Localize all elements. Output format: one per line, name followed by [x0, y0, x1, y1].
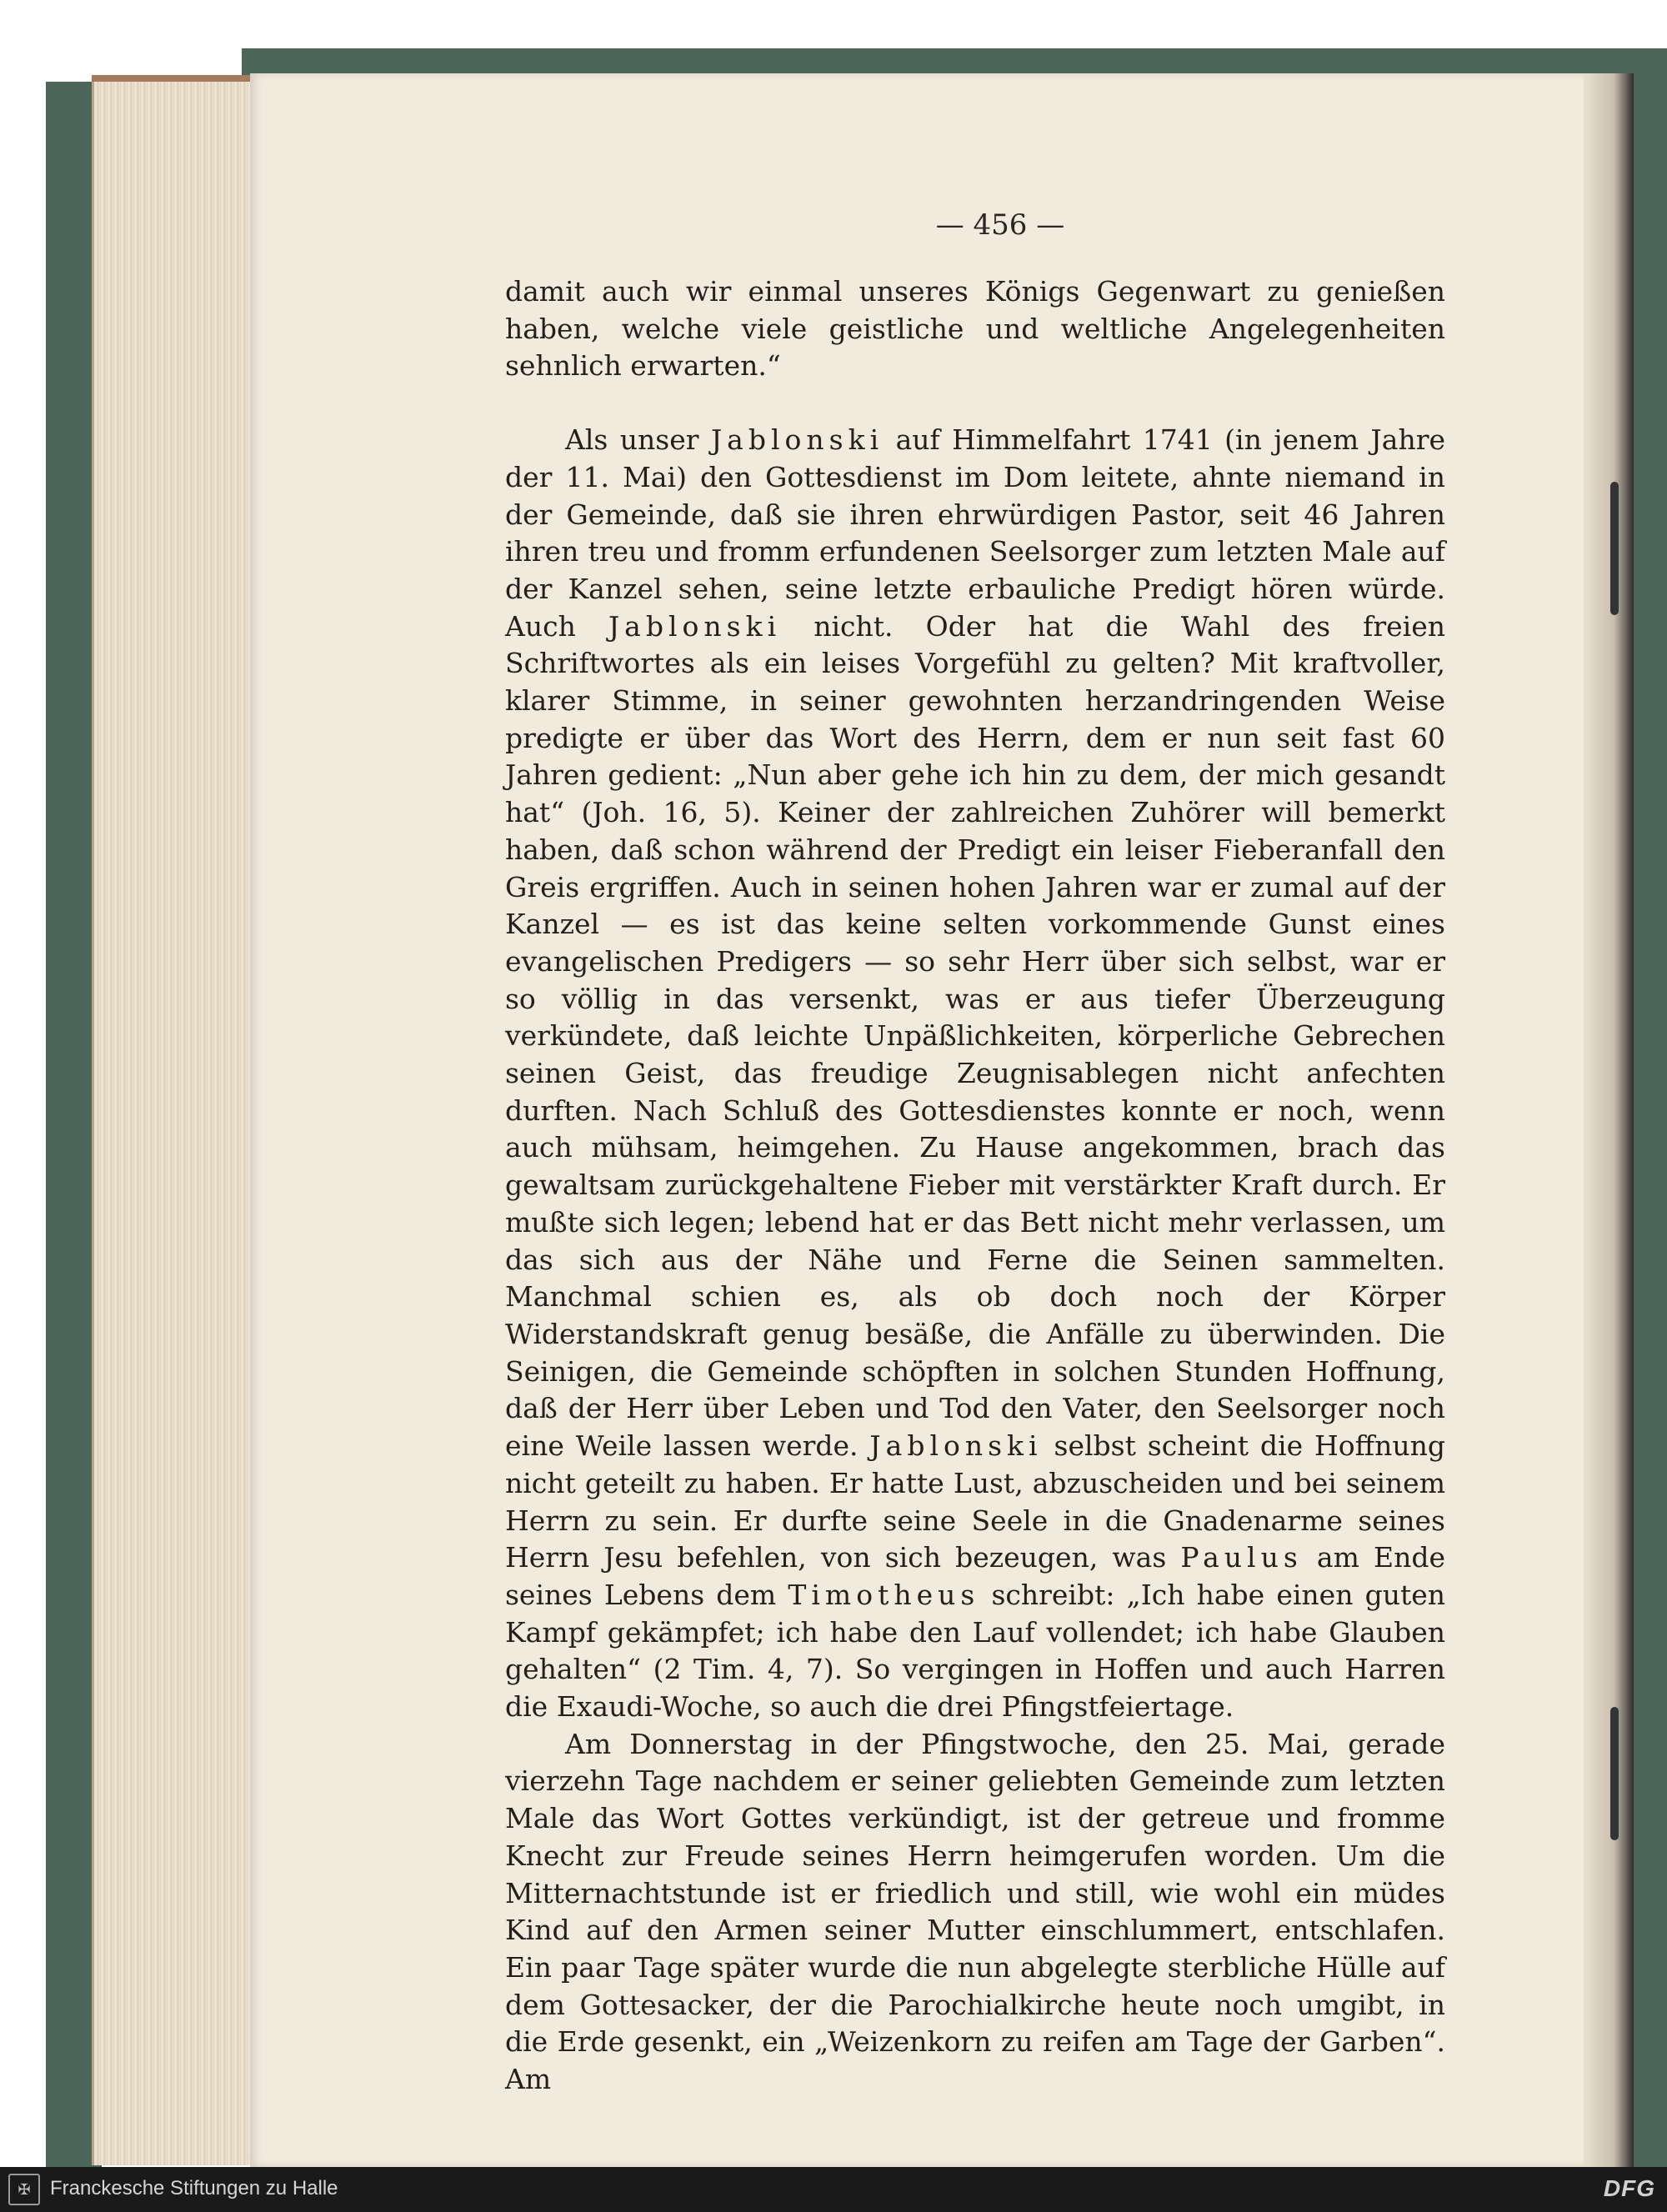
text-column	[505, 273, 1445, 2099]
text-run: auf Himmelfahrt 1741 (in jenem Jahre der 11. Mai) den Gottesdienst im Dom leitete, ahnte niemand in der Gemeinde, daß sie ihren ehrwürdigen Pastor, seit 46 Jahren ihren treu und fromm erfundenen Seelsorger zum letzten Male auf der Kanzel sehen, seine letzte erbauliche Predigt hören würde. Auch	[505, 423, 1445, 643]
binding-clip	[1610, 1707, 1619, 1840]
binding-clip	[1610, 482, 1619, 615]
paragraph-death: Am Donnerstag in der Pfingstwoche, den 25. Mai, gerade vierzehn Tage nachdem er seiner geliebten Gemeinde zum letzten Male das Wort Gottes verkündigt, ist der getreue und fromme Knecht zur Freude seines Herrn heimgerufen worden. Um die Mitternachtstunde ist er friedlich und still, wie wohl ein müdes Kind auf den Armen seiner Mutter einschlummert, entschlafen. Ein paar Tage später wurde die nun abgelegte sterbliche Hülle auf dem Gottesacker, der die Parochialkirche heute noch umgibt, in die Erde gesenkt, ein „Weizenkorn zu reifen am Tage der Garben“. Am	[505, 1727, 1445, 2096]
seal-icon: ✠	[8, 2174, 40, 2205]
footer-bar	[0, 2167, 1667, 2212]
paragraph-continuation: damit auch wir einmal unseres Königs Gegenwart zu genießen haben, welche viele geistliche und weltliche Angelegenheiten sehnlich erwarten.“	[505, 275, 1445, 383]
footer-institution: Franckesche Stiftungen zu Halle	[50, 2177, 338, 2199]
name-spaced: Paulus	[1180, 1541, 1303, 1574]
text-run: nicht. Oder hat die Wahl des freien Schriftwortes als ein leises Vorgefühl zu gelten? Mit kraftvoller, klarer Stimme, in seiner gewohnten herzandringenden Weise predigte er über das Wort des Herrn, dem er nun seit fast 60 Jahren gedient: „Nun aber gehe ich hin zu dem, der mich gesandt hat“ (Joh. 16, 5). Keiner der zahlreichen Zuhörer will bemerkt haben, daß schon während der Predigt ein leiser Fieberanfall den Greis ergriffen. Auch in seinen hohen Jahren war er zumal auf der Kanzel — es ist das keine selten vorkommende Gunst eines evangelischen Predigers — so sehr Herr über sich selbst, war er so völlig in das versenkt, was er aus tiefer Überzeugung verkündete, daß leichte Unpäßlichkeiten, körperliche Gebrechen seinen Geist, das freudige Zeugnisablegen nicht anfechten durften. Nach Schluß des Gottesdienstes konnte er noch, wenn auch mühsam, heimgehen. Zu Hause angekommen, brach das gewaltsam zurückgehaltene Fieber mit verstärkter Kraft durch. Er mußte sich legen; lebend hat er das Bett nicht mehr verlassen, um das sich aus der Nähe und Ferne die Seinen sammelten. Manchmal schien es, als ob doch noch der Körper Widerstandskraft genug besäße, die Anfälle zu überwinden. Die Seinigen, die Gemeinde schöpften in solchen Stunden Hoffnung, daß der Herr über Leben und Tod den Vater, den Seelsorger noch eine Weile lassen werde.	[505, 609, 1446, 1463]
name-spaced: Jablonski	[710, 423, 884, 457]
name-spaced: Timotheus	[788, 1578, 980, 1611]
page-stack-edges	[92, 82, 261, 2165]
dfg-logo: DFG	[1603, 2175, 1655, 2201]
page-number: — 456 —	[935, 208, 1065, 242]
text-run: Als unser	[565, 423, 711, 457]
text-run: selbst scheint die Hoffnung nicht geteilt zu haben. Er hatte Lust, abzuscheiden und bei seinem Herrn zu sein. Er durfte seine Seele in die Gnadenarme seines Herrn Jesu befehlen, von sich bezeugen, was	[505, 1429, 1445, 1574]
paragraph-gap	[505, 385, 1445, 422]
text-run: am Ende seines Lebens dem	[505, 1541, 1445, 1611]
name-spaced: Jablonski	[608, 609, 782, 643]
name-spaced: Jablonski	[869, 1429, 1043, 1463]
text-run: schreibt: „Ich habe einen guten Kampf gekämpfet; ich habe den Lauf vollendet; ich habe Glauben gehalten“ (2 Tim. 4, 7). So vergingen in Hoffen und auch Harren die Exaudi-Woche, so auch die drei Pfingstfeiertage.	[505, 1578, 1445, 1724]
binding-gutter	[1584, 73, 1634, 2167]
paragraph-jablonski-last-sermon	[505, 422, 1445, 1726]
